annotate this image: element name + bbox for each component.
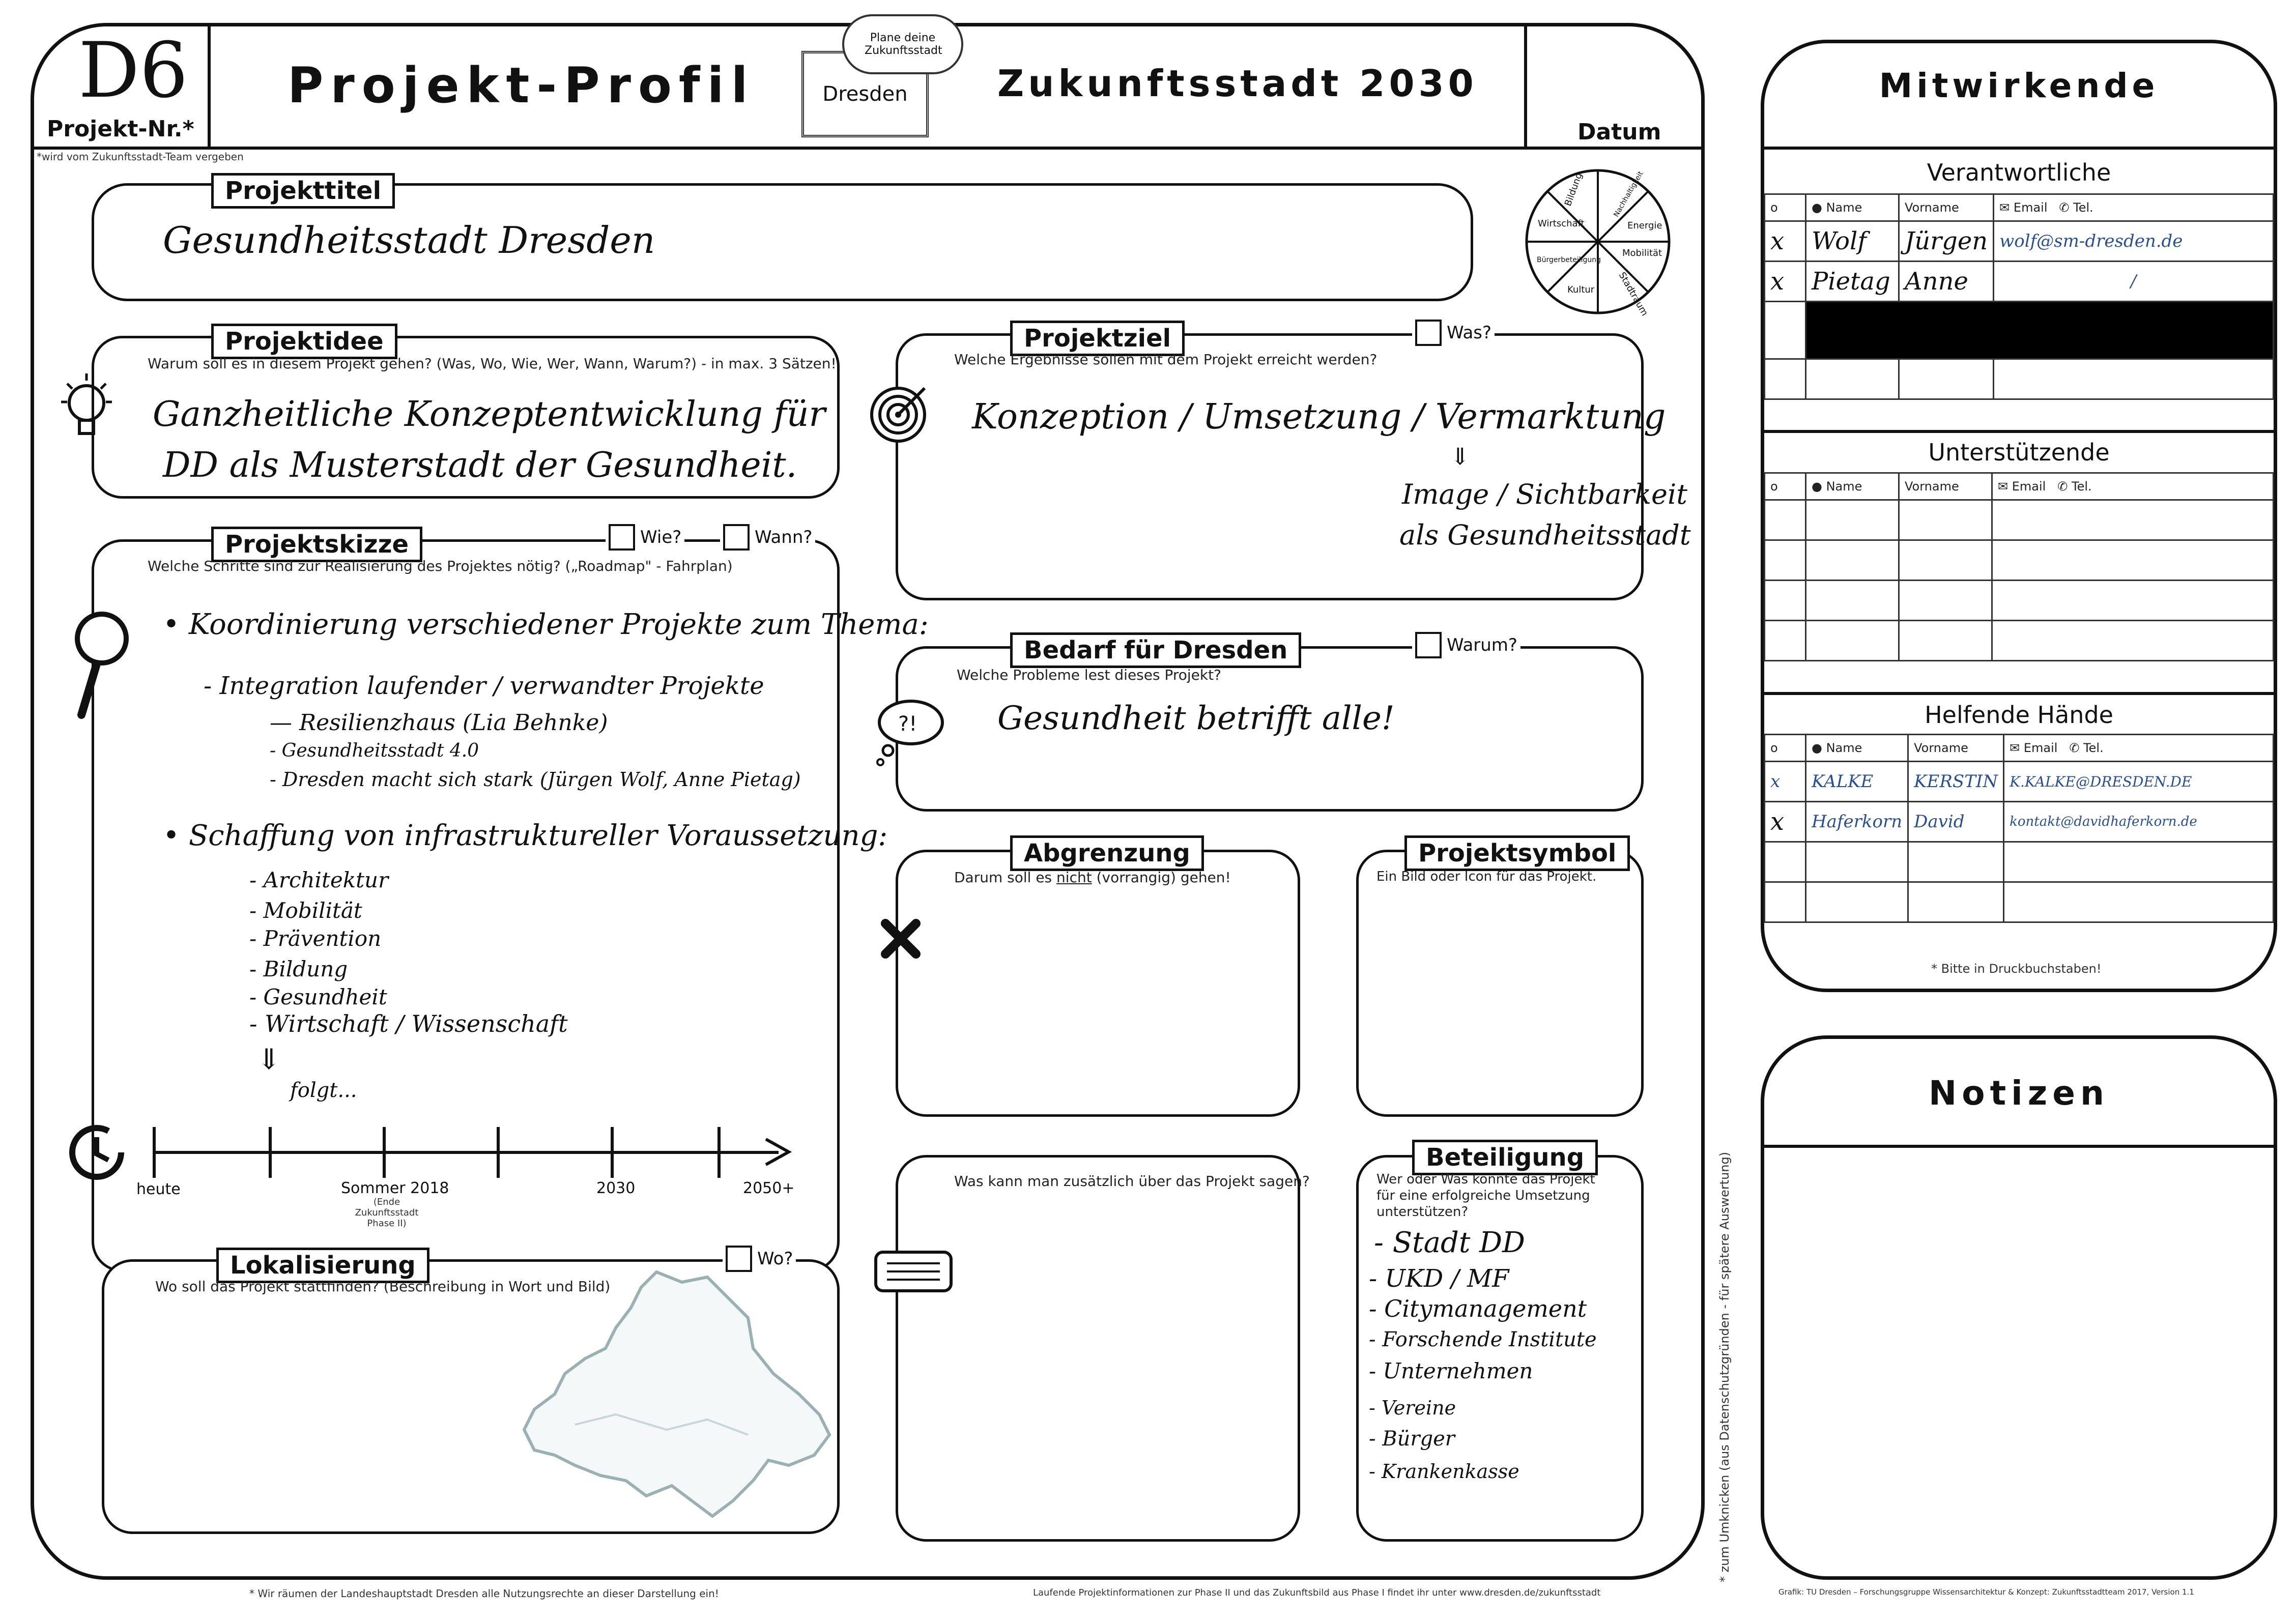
city-cloud: [842, 14, 963, 74]
skizze-line-7[interactable]: - Architektur: [249, 867, 389, 892]
wheel-segment-kultur: Kultur: [1567, 284, 1595, 295]
wheel-segment-stadtraum: Stadtraum: [1616, 270, 1650, 318]
row-mark[interactable]: x: [1765, 762, 1806, 802]
footer-credit: Grafik: TU Dresden – Forschungsgruppe Wissensarchitektur & Konzept: Zukunftsstadtteam 2017, Version 1.1: [1778, 1587, 2194, 1597]
svg-text:?!: ?!: [898, 712, 917, 736]
timeline-label-heute: heute: [136, 1180, 181, 1198]
project-number-note: *wird vom Zukunftsstadt-Team vergeben: [37, 151, 244, 163]
note-card-icon: [873, 1249, 954, 1295]
timeline-sublabel: (Ende Zukunftsstadt Phase II): [355, 1197, 419, 1229]
table-row[interactable]: [1765, 500, 2274, 540]
table-row[interactable]: [1765, 221, 2274, 262]
col-name: [1806, 473, 1899, 500]
bedarf-hint: Welche Probleme lest dieses Projekt?: [957, 667, 1221, 683]
table-row[interactable]: [1765, 540, 2274, 581]
dresden-map-outline[interactable]: [514, 1262, 835, 1526]
date-label: Datum: [1577, 119, 1661, 145]
helfende-table: [1764, 734, 2274, 923]
beteiligung-label: Beteiligung: [1412, 1140, 1598, 1175]
target-icon: [868, 379, 934, 445]
row-vorname[interactable]: KERSTIN: [1908, 762, 2004, 802]
timeline-tick: [153, 1127, 156, 1178]
row-name[interactable]: Pietag: [1806, 262, 1899, 302]
skizze-arrow: ⇓: [257, 1043, 281, 1076]
table-row[interactable]: [1765, 762, 2274, 802]
mitwirkende-footnote: * Bitte in Druckbuchstaben!: [1931, 962, 2102, 976]
lokalisierung-hint: Wo soll das Projekt stattfinden? (Beschreibung in Wort und Bild): [155, 1278, 611, 1295]
col-email: [2004, 735, 2274, 762]
row-email[interactable]: K.KALKE@DRESDEN.DE: [2004, 762, 2274, 802]
skizze-line-folgt[interactable]: folgt...: [290, 1079, 357, 1102]
beteiligung-item-5[interactable]: - Unternehmen: [1369, 1358, 1533, 1383]
row-email[interactable]: /: [1994, 262, 2274, 302]
projektziel-line1[interactable]: Konzeption / Umsetzung / Vermarktung: [972, 397, 1666, 437]
projektidee-label: Projektidee: [211, 324, 397, 359]
thought-cloud-icon: [870, 697, 952, 768]
zusatz-box[interactable]: [896, 1155, 1300, 1542]
skizze-line-3[interactable]: — Resilienzhaus (Lia Behnke): [270, 710, 608, 736]
projektskizze-check-wann[interactable]: [720, 524, 815, 551]
bedarf-value[interactable]: Gesundheit betrifft alle!: [997, 700, 1395, 737]
redacted-bar: [1806, 302, 2274, 359]
projektsymbol-hint: Ein Bild oder Icon für das Projekt.: [1376, 869, 1597, 884]
abgrenzung-box[interactable]: [896, 850, 1300, 1117]
skizze-line-5[interactable]: - Dresden macht sich stark (Jürgen Wolf, Anne Pietag): [270, 768, 801, 791]
clock-history-icon: [64, 1119, 130, 1185]
col-o: o: [1765, 735, 1806, 762]
row-mark[interactable]: x: [1765, 221, 1806, 262]
wheel-segment-mobilitaet: Mobilität: [1622, 248, 1662, 258]
notizen-title: Notizen: [1929, 1074, 2109, 1113]
mitwirkende-title: Mitwirkende: [1879, 66, 2159, 105]
col-tel-label: Tel.: [2071, 479, 2092, 494]
user-icon: ●: [1812, 479, 1822, 494]
abgrenzung-hint-before: Darum soll es: [954, 869, 1057, 886]
phone-icon: ✆: [2059, 200, 2070, 215]
timeline-tick: [383, 1127, 386, 1178]
col-vorname: Vorname: [1899, 194, 1994, 221]
date-cell: [1524, 25, 1527, 148]
col-email: [1994, 194, 2274, 221]
projektskizze-check-wie[interactable]: [606, 524, 684, 551]
beteiligung-item-7[interactable]: - Bürger: [1369, 1427, 1455, 1451]
skizze-line-1[interactable]: • Koordinierung verschiedener Projekte zum Thema:: [163, 608, 929, 641]
row-vorname[interactable]: Anne: [1899, 262, 1994, 302]
row-vorname[interactable]: Jürgen: [1899, 221, 1994, 262]
wheel-segment-wirtschaft: Wirtschaft: [1538, 218, 1585, 229]
col-o: o: [1765, 473, 1806, 500]
projektziel-line2[interactable]: Image / Sichtbarkeit: [1402, 478, 1687, 510]
helfende-title: Helfende Hände: [1925, 701, 2113, 729]
abgrenzung-hint: [954, 869, 1231, 886]
timeline-label-sommer: Sommer 2018: [341, 1179, 449, 1197]
row-email[interactable]: kontakt@davidhaferkorn.de: [2004, 802, 2274, 842]
checkbox-square[interactable]: [1415, 320, 1442, 346]
row-mark[interactable]: x: [1765, 802, 1806, 842]
program-title: Zukunftsstadt 2030: [997, 62, 1478, 105]
row-vorname[interactable]: David: [1908, 802, 2004, 842]
header-divider: [33, 147, 1703, 150]
col-tel-label: Tel.: [2083, 741, 2104, 755]
col-name-label: Name: [1826, 479, 1862, 494]
projektsymbol-label: Projektsymbol: [1404, 835, 1630, 871]
projektskizze-box[interactable]: [92, 539, 840, 1272]
checkbox-square[interactable]: [1415, 632, 1442, 658]
col-name: [1806, 735, 1908, 762]
page-title: Projekt-Profil: [288, 57, 755, 114]
unterstuetzende-title: Unterstützende: [1928, 439, 2110, 466]
zusatz-hint: Was kann man zusätzlich über das Projekt sagen?: [954, 1173, 1310, 1190]
projekttitel-value[interactable]: Gesundheitsstadt Dresden: [163, 219, 655, 262]
user-icon: ●: [1812, 200, 1822, 215]
col-vorname: Vorname: [1899, 473, 1992, 500]
table-row[interactable]: [1765, 262, 2274, 302]
col-email: [1992, 473, 2274, 500]
notizen-frame[interactable]: [1761, 1035, 2277, 1580]
wheel-segment-bildung: Bildung: [1562, 171, 1585, 208]
footer-side-note: * zum Umknicken (aus Datenschutzgründen - für spätere Auswertung): [1717, 1151, 1732, 1582]
row-mark[interactable]: x: [1765, 262, 1806, 302]
abgrenzung-hint-after: (vorrangig) gehen!: [1092, 869, 1231, 886]
table-row[interactable]: [1765, 581, 2274, 621]
col-name: [1806, 194, 1899, 221]
topic-wheel: [1506, 165, 1689, 323]
lightbulb-icon: [56, 371, 117, 453]
envelope-icon: ✉: [1998, 479, 2008, 494]
beteiligung-item-8[interactable]: - Krankenkasse: [1369, 1460, 1519, 1483]
skizze-line-8[interactable]: - Mobilität: [249, 898, 362, 923]
city-cloud-text: Plane deine Zukunftsstadt: [865, 32, 942, 57]
beteiligung-item-1[interactable]: - Stadt DD: [1374, 1226, 1525, 1259]
bedarf-check-label: Warum?: [1447, 635, 1517, 655]
timeline-axis: [153, 1151, 779, 1154]
projekttitel-label: Projekttitel: [211, 173, 395, 209]
skizze-line-11[interactable]: - Gesundheit: [249, 985, 387, 1009]
skizze-line-10[interactable]: - Bildung: [249, 957, 348, 981]
col-email-label: Email: [2023, 741, 2058, 755]
verantwortliche-table: [1764, 193, 2274, 400]
projektidee-hint: Warum soll es in diesem Projekt gehen? (Was, Wo, Wie, Wer, Wann, Warum?) - in max. 3 Sätzen!: [148, 355, 837, 372]
project-number-value: D6: [78, 26, 188, 115]
project-number-label: Projekt-Nr.*: [47, 116, 194, 142]
verantwortliche-title: Verantwortliche: [1927, 159, 2111, 186]
wheel-segment-energie: Energie: [1627, 220, 1662, 231]
skizze-line-6[interactable]: • Schaffung von infrastruktureller Voraussetzung:: [163, 819, 888, 852]
projektziel-label: Projektziel: [1010, 321, 1185, 356]
wheel-segment-buergerbeteiligung: Bürgerbeteiligung: [1537, 256, 1601, 264]
projektskizze-hint: Welche Schritte sind zur Realisierung des Projektes nötig? („Roadmap" - Fahrplan): [148, 558, 733, 574]
col-vorname: Vorname: [1908, 735, 2004, 762]
row-email[interactable]: wolf@sm-dresden.de: [1994, 221, 2274, 262]
abgrenzung-hint-nicht: nicht: [1056, 869, 1092, 886]
projektziel-line3[interactable]: als Gesundheitsstadt: [1399, 519, 1691, 551]
projektziel-hint: Welche Ergebnisse sollen mit dem Projekt erreicht werden?: [954, 351, 1377, 368]
section-divider: [1764, 692, 2274, 695]
bedarf-check[interactable]: [1412, 632, 1520, 658]
col-name-label: Name: [1826, 741, 1862, 755]
envelope-icon: ✉: [2010, 741, 2020, 755]
row-name[interactable]: Wolf: [1806, 221, 1899, 262]
table-row[interactable]: [1765, 302, 2274, 359]
section-divider: [1764, 430, 2274, 433]
wheel-segment-nachhaltigkeit: Nachhaltigkeit: [1612, 169, 1645, 219]
beteiligung-item-2[interactable]: - UKD / MF: [1369, 1264, 1509, 1293]
timeline-label-2050: 2050+: [743, 1179, 795, 1197]
footer-info: Laufende Projektinformationen zur Phase II und das Zukunftsbild aus Phase I findet ihr unter www.dresden.de/zukunftsstadt: [1033, 1587, 1601, 1598]
city-badge-label: Dresden: [822, 82, 908, 106]
lokalisierung-label: Lokalisierung: [216, 1248, 429, 1283]
beteiligung-item-3[interactable]: - Citymanagement: [1369, 1295, 1587, 1322]
user-icon: ●: [1812, 741, 1822, 755]
beteiligung-item-4[interactable]: - Forschende Institute: [1369, 1328, 1597, 1351]
project-number-cell: [33, 25, 211, 148]
abgrenzung-label: Abgrenzung: [1010, 835, 1204, 871]
bedarf-label: Bedarf für Dresden: [1010, 632, 1301, 668]
magnifier-icon: [66, 605, 137, 722]
skizze-line-4[interactable]: - Gesundheitsstadt 4.0: [270, 740, 479, 761]
row-name[interactable]: Haferkorn: [1806, 802, 1908, 842]
timeline-label-2030: 2030: [596, 1179, 636, 1197]
skizze-line-12[interactable]: - Wirtschaft / Wissenschaft: [249, 1010, 568, 1037]
skizze-line-9[interactable]: - Prävention: [249, 926, 382, 951]
col-name-label: Name: [1826, 200, 1862, 215]
phone-icon: ✆: [2057, 479, 2068, 494]
table-row[interactable]: [1765, 802, 2274, 842]
beteiligung-item-6[interactable]: - Vereine: [1369, 1397, 1456, 1419]
projektsymbol-box[interactable]: [1356, 850, 1644, 1117]
phone-icon: ✆: [2069, 741, 2080, 755]
timeline-tick: [611, 1127, 614, 1178]
table-row[interactable]: [1765, 842, 2274, 882]
projektziel-arrow: ⇓: [1450, 443, 1470, 470]
col-email-label: Email: [2012, 479, 2046, 494]
timeline-tick: [269, 1127, 272, 1178]
table-row[interactable]: [1765, 882, 2274, 922]
projektziel-check[interactable]: [1412, 320, 1495, 346]
checkbox-square[interactable]: [723, 524, 750, 551]
table-row[interactable]: [1765, 621, 2274, 661]
row-name[interactable]: KALKE: [1806, 762, 1908, 802]
checkbox-square[interactable]: [609, 524, 635, 551]
notizen-divider: [1764, 1145, 2274, 1148]
projektziel-box[interactable]: [896, 333, 1644, 600]
projektskizze-check-wann-label: Wann?: [755, 527, 813, 547]
projektidee-line1[interactable]: Ganzheitliche Konzeptentwicklung für: [153, 394, 826, 435]
table-row[interactable]: [1765, 359, 2274, 399]
envelope-icon: ✉: [1999, 200, 2010, 215]
timeline-tick: [718, 1127, 721, 1178]
lokalisierung-check-label: Wo?: [757, 1249, 793, 1269]
unterstuetzende-table: [1764, 472, 2274, 661]
col-o: o: [1765, 194, 1806, 221]
beteiligung-hint: Wer oder Was konnte das Projekt für eine erfolgreiche Umsetzung unterstützen?: [1376, 1172, 1595, 1220]
col-email-label: Email: [2013, 200, 2048, 215]
projektskizze-label: Projektskizze: [211, 527, 422, 562]
projektidee-line2[interactable]: DD als Musterstadt der Gesundheit.: [163, 445, 797, 485]
projektziel-check-label: Was?: [1447, 323, 1492, 343]
col-tel-label: Tel.: [2073, 200, 2093, 215]
projektskizze-check-wie-label: Wie?: [640, 527, 682, 547]
footer-rights: * Wir räumen der Landeshauptstadt Dresden alle Nutzungsrechte an dieser Darstellung ein!: [249, 1587, 719, 1600]
timeline-tick: [497, 1127, 500, 1178]
cross-icon: [878, 916, 924, 962]
timeline-arrow-icon: [763, 1137, 794, 1167]
skizze-line-2[interactable]: - Integration laufender / verwandter Projekte: [204, 672, 764, 700]
